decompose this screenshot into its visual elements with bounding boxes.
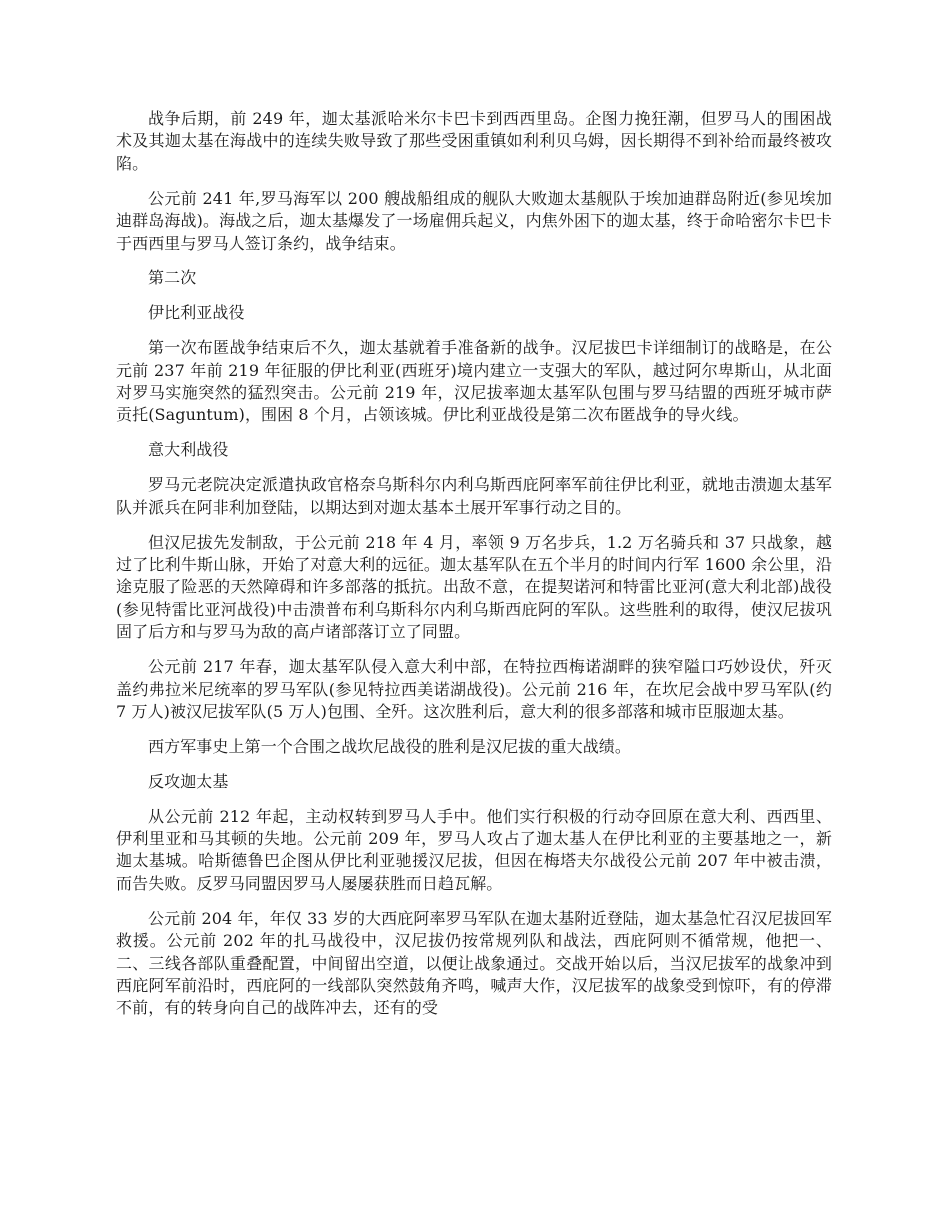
paragraph: 战争后期，前 249 年，迦太基派哈米尔卡巴卡到西西里岛。企图力挽狂潮，但罗马人的围困战术及其迦太基在海战中的连续失败导致了那些受困重镇如利利贝乌姆，因长期得不到补给而最终被攻陷。 xyxy=(116,109,832,173)
paragraph: 罗马元老院决定派遣执政官格奈乌斯科尔内利乌斯西庇阿率军前往伊比利亚，就地击溃迦太基军队并派兵在阿非利加登陆，以期达到对迦太基本土展开军事行动之目的。 xyxy=(116,475,832,517)
paragraph: 公元前 241 年,罗马海军以 200 艘战船组成的舰队大败迦太基舰队于埃加迪群岛附近(参见埃加迪群岛海战)。海战之后，迦太基爆发了一场雇佣兵起义，内焦外困下的迦太基，终于命哈密尔卡巴卡于西西里与罗马人签订条约，战争结束。 xyxy=(116,188,832,253)
section-heading: 意大利战役 xyxy=(148,440,229,460)
paragraph: 公元前 204 年，年仅 33 岁的大西庇阿率罗马军队在迦太基附近登陆，迦太基急忙召汉尼拔回军救援。公元前 202 年的扎马战役中，汉尼拔仍按常规列队和战法，西庇阿则不循常规，他把一、二、三线各部队重叠配置，中间留出空道，以便让战象通过。交战开始以后，当汉尼拔军的战象冲到西庇阿军前沿时，西庇阿的一线部队突然鼓角齐鸣，喊声大作，汉尼拔军的战象受到惊吓，有的停滞不前，有的转身向自己的战阵冲去，还有的受 xyxy=(116,908,832,1018)
section-heading: 第二次 xyxy=(148,268,197,288)
paragraph: 但汉尼拔先发制敌，于公元前 218 年 4 月，率领 9 万名步兵，1.2 万名骑兵和 37 只战象，越过了比利牛斯山脉，开始了对意大利的远征。迦太基军队在五个半月的时间内行军 1600 余公里，沿途克服了险恶的天然障碍和许多部落的抵抗。出敌不意，在提契诺河和特雷比亚河(意大利北部)战役(参见特雷比亚河战役)中击溃普布利乌斯科尔内利乌斯西庇阿的军队。这些胜利的取得，使汉尼拔巩固了后方和与罗马为敌的高卢诸部落订立了同盟。 xyxy=(116,532,832,642)
document-body xyxy=(116,108,832,1032)
section-heading: 反攻迦太基 xyxy=(148,771,229,791)
section-heading: 伊比利亚战役 xyxy=(148,303,245,323)
paragraph: 西方军事史上第一个合围之战坎尼战役的胜利是汉尼拔的重大战绩。 xyxy=(148,736,632,756)
paragraph: 从公元前 212 年起，主动权转到罗马人手中。他们实行积极的行动夺回原在意大利、西西里、伊利里亚和马其顿的失地。公元前 209 年，罗马人攻占了迦太基人在伊比利亚的主要基地之一，新迦太基城。哈斯德鲁巴企图从伊比利亚驰援汉尼拔，但因在梅塔夫尔战役公元前 207 年中被击溃，而告失败。反罗马同盟因罗马人屡屡获胜而日趋瓦解。 xyxy=(116,806,832,893)
paragraph: 公元前 217 年春，迦太基军队侵入意大利中部，在特拉西梅诺湖畔的狭窄隘口巧妙设伏，歼灭盖约弗拉米尼统率的罗马军队(参见特拉西美诺湖战役)。公元前 216 年，在坎尼会战中罗马军队(约 7 万人)被汉尼拔军队(5 万人)包围、全歼。这次胜利后，意大利的很多部落和城市臣服迦太基。 xyxy=(116,657,832,721)
paragraph: 第一次布匿战争结束后不久，迦太基就着手准备新的战争。汉尼拔巴卡详细制订的战略是，在公元前 237 年前 219 年征服的伊比利亚(西班牙)境内建立一支强大的军队，越过阿尔卑斯山，从北面对罗马实施突然的猛烈突击。公元前 219 年，汉尼拔率迦太基军队包围与罗马结盟的西班牙城市萨贡托(Saguntum)，围困 8 个月，占领该城。伊比利亚战役是第二次布匿战争的导火线。 xyxy=(116,338,832,425)
